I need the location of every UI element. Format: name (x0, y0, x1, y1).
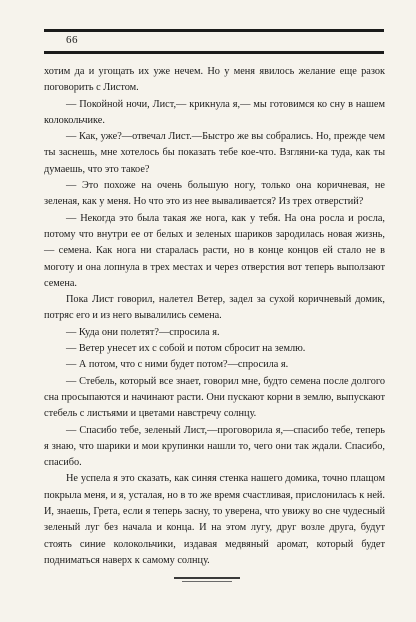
footer-ornament-rule (174, 577, 240, 579)
paragraph: — Покойной ночи, Лист,— крикнула я,— мы готовимся ко сну в нашем колокольчике. (44, 98, 385, 126)
paragraph: — Стебель, который все знает, говорил мне, будто семена после долгого сна просыпаются и начинают расти. Они пускают корни в землю, выпускают стебель с листьями и цветами навстречу солнцу. (44, 375, 385, 420)
paragraph: — Спасибо тебе, зеленый Лист,—проговорила я,—спасибо тебе, теперь я знаю, что шарики и мои крупинки нашли то, чего они так ждали. Спасибо, спасибо. (44, 424, 385, 469)
header-rule-bottom (44, 51, 384, 54)
page-text (44, 64, 385, 569)
paragraph: хотим да и угощать их уже нечем. Но у меня явилось желание еще разок поговорить с Листом. (44, 66, 385, 94)
paragraph: — Некогда это была такая же нога, как у тебя. На она росла и росла, потому что внутри ее от белых и зеленых шариков зародилась новая жизнь,— семена. Как нога ни старалась расти, но в конце концов ей стало не в моготу и она лопнула в трех местах и через отверстия вот теперь выползают семена. (44, 212, 385, 289)
paragraph: — Как, уже?—отвечал Лист.—Быстро же вы собрались. Но, прежде чем ты заснешь, мне хотелось бы показать тебе кое-что. Взгляни-ка туда, как ты думаешь, что это такое? (44, 131, 385, 175)
footer-ornament-rule-thin (182, 581, 232, 582)
paragraph: — Это похоже на очень большую ногу, только она коричневая, не зеленая, как у меня. Но что это из нее вываливается? Из трех отверстий? (44, 180, 385, 208)
paragraph: — А потом, что с ними будет потом?—спросила я. (66, 359, 289, 371)
paragraph: Пока Лист говорил, налетел Ветер, задел за сухой коричневый домик, потряс его и из него вывалились семена. (44, 294, 385, 322)
paragraph: — Куда они полетят?—спросила я. (66, 326, 220, 338)
paragraph: — Ветер унесет их с собой и потом сбросит на землю. (66, 343, 306, 355)
paragraph: Не успела я это сказать, как синяя стенка нашего домика, точно плащом покрыла меня, и я, усталая, но в то же время счастливая, прислонилась к ней. И, знаешь, Грета, если я теперь засну, то уверена, что увижу во сне чудесный зеленый луг без начала и конца. И на этом лугу, друг возле друга, будут стоять синие колокольчики, издавая медвяный аромат, который будет подниматься наверх к самому солнцу. (44, 473, 385, 566)
page-number: 66 (66, 34, 78, 46)
header-rule-top (44, 29, 384, 32)
